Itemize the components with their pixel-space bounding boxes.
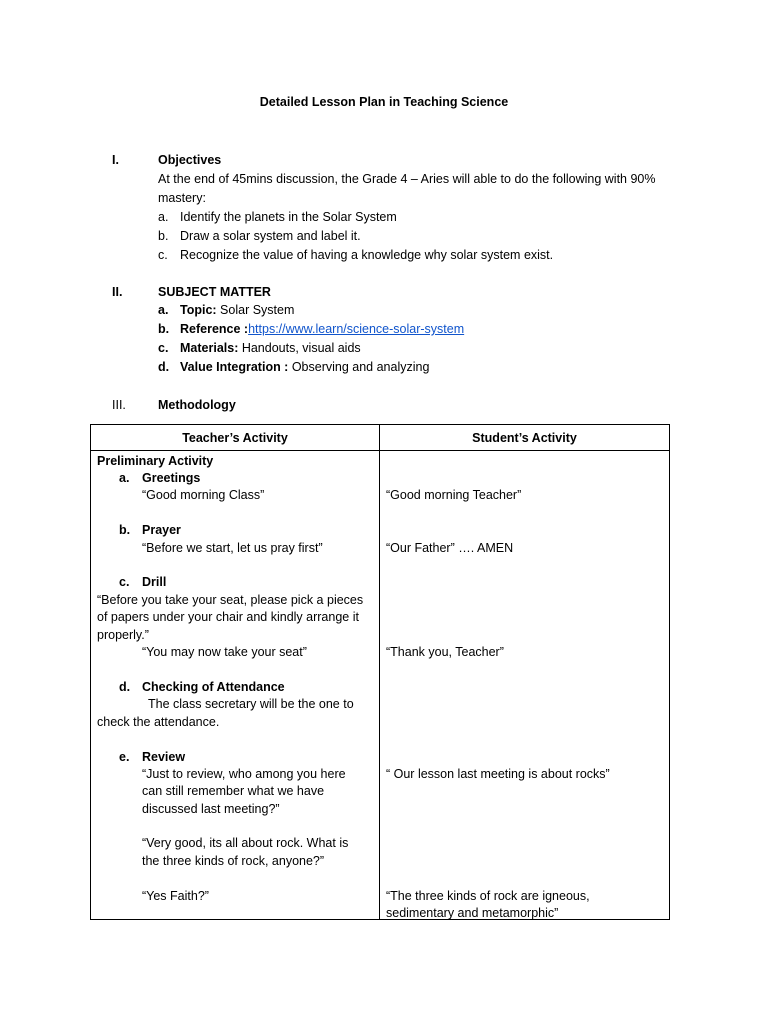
- list-item: a. Identify the planets in the Solar System: [158, 210, 397, 224]
- preliminary-heading: Preliminary Activity: [97, 454, 214, 468]
- section-numeral: II.: [112, 285, 123, 299]
- student-line: “Good morning Teacher”: [386, 488, 522, 502]
- teacher-line: discussed last meeting?”: [142, 802, 280, 816]
- list-item: c. Materials: Handouts, visual aids: [158, 341, 361, 355]
- teacher-line: “Before you take your seat, please pick a pieces: [97, 593, 364, 607]
- activity-table: [90, 424, 670, 920]
- review-heading: Review: [142, 750, 186, 764]
- table-row: [91, 451, 670, 920]
- student-activity-header: Student’s Activity: [380, 425, 670, 451]
- greetings-heading: Greetings: [142, 471, 201, 485]
- objectives-intro-line: At the end of 45mins discussion, the Grade 4 – Aries will able to do the following with 90%: [158, 172, 656, 186]
- item-marker: e.: [119, 750, 130, 764]
- document-title: Detailed Lesson Plan in Teaching Science: [259, 95, 509, 109]
- table-header-row: [91, 425, 670, 451]
- section-heading: SUBJECT MATTER: [158, 285, 271, 299]
- section-heading: Methodology: [158, 398, 236, 412]
- prayer-heading: Prayer: [142, 523, 181, 537]
- teacher-line: “Yes Faith?”: [142, 889, 209, 903]
- student-line: “ Our lesson last meeting is about rocks”: [386, 767, 610, 781]
- teacher-line: the three kinds of rock, anyone?”: [142, 854, 325, 868]
- teacher-activity-header: Teacher’s Activity: [91, 425, 380, 451]
- list-item: c. Recognize the value of having a knowledge why solar system exist.: [158, 248, 554, 262]
- attendance-heading: Checking of Attendance: [142, 680, 285, 694]
- teacher-line: “Good morning Class”: [142, 488, 265, 502]
- list-item: a. Topic: Solar System: [158, 303, 295, 317]
- list-item: b. Draw a solar system and label it.: [158, 229, 361, 243]
- drill-heading: Drill: [142, 575, 167, 589]
- student-activity-cell: [380, 451, 670, 920]
- student-line: “Our Father” …. AMEN: [386, 541, 514, 555]
- section-heading: Objectives: [158, 153, 222, 167]
- item-marker: c.: [119, 575, 130, 589]
- student-line: “Thank you, Teacher”: [386, 645, 504, 659]
- teacher-line: properly.”: [97, 628, 149, 642]
- list-item: d. Value Integration : Observing and analyzing: [158, 360, 430, 374]
- item-marker: a.: [119, 471, 130, 485]
- teacher-line: can still remember what we have: [142, 784, 325, 798]
- teacher-line: check the attendance.: [97, 715, 220, 729]
- item-marker: d.: [119, 680, 131, 694]
- teacher-line: “Just to review, who among you here: [142, 767, 346, 781]
- objectives-intro-line: mastery:: [158, 191, 206, 205]
- student-line: “The three kinds of rock are igneous,: [386, 889, 590, 903]
- teacher-line: “Very good, its all about rock. What is: [142, 836, 349, 850]
- teacher-line: The class secretary will be the one to: [148, 697, 354, 711]
- reference-link[interactable]: https://www.learn/science-solar-system: [248, 322, 465, 336]
- list-item: b. Reference :https://www.learn/science-solar-system: [158, 322, 465, 336]
- section-numeral: III.: [112, 398, 126, 412]
- teacher-line: of papers under your chair and kindly arrange it: [97, 610, 359, 624]
- teacher-activity-cell: [91, 451, 380, 920]
- section-numeral: I.: [112, 153, 119, 167]
- teacher-line: “Before we start, let us pray first”: [142, 541, 323, 555]
- teacher-line: “You may now take your seat”: [142, 645, 307, 659]
- student-line: sedimentary and metamorphic”: [386, 906, 559, 920]
- item-marker: b.: [119, 523, 131, 537]
